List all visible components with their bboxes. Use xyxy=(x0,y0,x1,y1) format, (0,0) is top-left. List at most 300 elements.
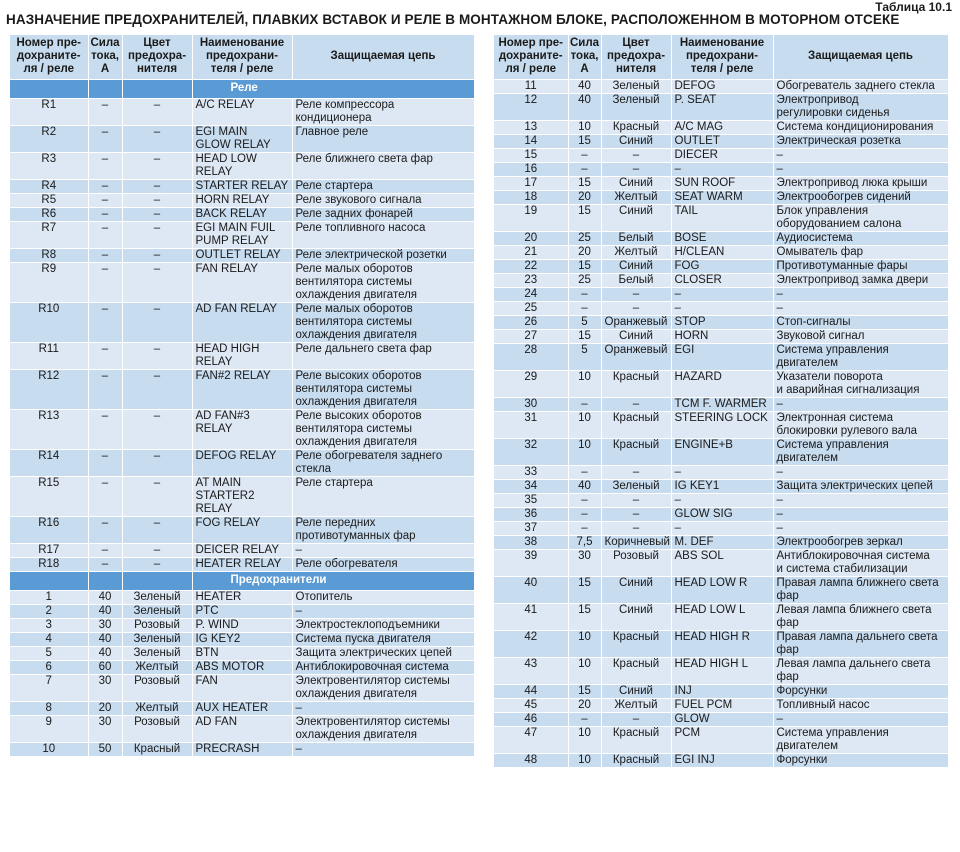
color-cell: Желтый xyxy=(601,245,671,259)
number-cell: 5 xyxy=(10,646,88,660)
table-row xyxy=(494,438,948,465)
table-row xyxy=(10,248,474,262)
current-cell: 30 xyxy=(568,549,601,576)
table-row xyxy=(494,753,948,767)
circuit-cell: – xyxy=(773,287,948,301)
number-cell: 25 xyxy=(494,301,568,315)
current-cell: 15 xyxy=(568,259,601,273)
table-row xyxy=(10,342,474,369)
circuit-cell: Электрообогрев сидений xyxy=(773,190,948,204)
number-cell: 2 xyxy=(10,604,88,618)
name-cell: FAN xyxy=(192,674,292,701)
circuit-cell: Правая лампа дальнего света фар xyxy=(773,630,948,657)
circuit-cell: Система пуска двигателя xyxy=(292,632,474,646)
current-cell: 5 xyxy=(568,315,601,329)
color-cell: – xyxy=(122,409,192,449)
name-cell: BTN xyxy=(192,646,292,660)
table-row xyxy=(494,343,948,370)
name-cell: M. DEF xyxy=(671,535,773,549)
circuit-cell: Реле высоких оборотов вентилятора системы охлаждения двигателя xyxy=(292,409,474,449)
name-cell: P. WIND xyxy=(192,618,292,632)
circuit-cell: Реле обогревателя xyxy=(292,557,474,571)
color-cell: Розовый xyxy=(601,549,671,576)
name-cell: HEAD LOW RELAY xyxy=(192,152,292,179)
circuit-cell: Форсунки xyxy=(773,753,948,767)
name-cell: HEATER RELAY xyxy=(192,557,292,571)
name-cell: BOSE xyxy=(671,231,773,245)
table-row xyxy=(494,712,948,726)
number-cell: 40 xyxy=(494,576,568,603)
number-cell: 20 xyxy=(494,231,568,245)
color-cell: – xyxy=(601,301,671,315)
name-cell: – xyxy=(671,521,773,535)
name-cell: STOP xyxy=(671,315,773,329)
number-cell: 14 xyxy=(494,134,568,148)
current-cell: 40 xyxy=(88,632,122,646)
current-cell: 10 xyxy=(568,726,601,753)
circuit-cell: – xyxy=(773,521,948,535)
number-cell: 48 xyxy=(494,753,568,767)
current-cell: 20 xyxy=(88,701,122,715)
circuit-cell: Электронная система блокировки рулевого вала xyxy=(773,411,948,438)
table-row xyxy=(10,179,474,193)
circuit-cell: Форсунки xyxy=(773,684,948,698)
name-cell: DEFOG xyxy=(671,79,773,93)
color-cell: Красный xyxy=(601,411,671,438)
number-cell: 43 xyxy=(494,657,568,684)
table-row xyxy=(494,549,948,576)
table-row xyxy=(10,660,474,674)
current-cell: 10 xyxy=(568,120,601,134)
name-cell: HEAD LOW L xyxy=(671,603,773,630)
number-cell: R5 xyxy=(10,193,88,207)
circuit-cell: – xyxy=(773,397,948,411)
circuit-cell: – xyxy=(292,604,474,618)
color-cell: – xyxy=(601,493,671,507)
section-header-row xyxy=(10,571,474,590)
circuit-cell: Главное реле xyxy=(292,125,474,152)
number-cell: 17 xyxy=(494,176,568,190)
circuit-cell: – xyxy=(773,148,948,162)
circuit-cell: Система кондиционирования xyxy=(773,120,948,134)
number-cell: 42 xyxy=(494,630,568,657)
name-cell: H/CLEAN xyxy=(671,245,773,259)
name-cell: AUX HEATER xyxy=(192,701,292,715)
color-cell: Желтый xyxy=(122,701,192,715)
table-row xyxy=(494,329,948,343)
name-cell: A/C MAG xyxy=(671,120,773,134)
number-cell: 10 xyxy=(10,742,88,756)
current-cell: 40 xyxy=(568,79,601,93)
table-row xyxy=(494,176,948,190)
number-cell: R2 xyxy=(10,125,88,152)
circuit-cell: Реле задних фонарей xyxy=(292,207,474,221)
name-cell: TCM F. WARMER xyxy=(671,397,773,411)
color-cell: Зеленый xyxy=(122,590,192,604)
current-cell: – xyxy=(568,712,601,726)
table-row xyxy=(494,287,948,301)
number-cell: R15 xyxy=(10,476,88,516)
table-row xyxy=(494,93,948,120)
circuit-cell: Реле стартера xyxy=(292,476,474,516)
name-cell: FUEL PCM xyxy=(671,698,773,712)
color-cell: – xyxy=(601,521,671,535)
circuit-cell: Реле стартера xyxy=(292,179,474,193)
circuit-cell: Реле высоких оборотов вентилятора системы охлаждения двигателя xyxy=(292,369,474,409)
table-row xyxy=(494,630,948,657)
table-row xyxy=(10,449,474,476)
table-row xyxy=(494,190,948,204)
circuit-cell: Указатели поворота и аварийная сигнализация xyxy=(773,370,948,397)
table-row xyxy=(494,465,948,479)
color-cell: Синий xyxy=(601,576,671,603)
current-cell: – xyxy=(88,248,122,262)
current-cell: – xyxy=(88,179,122,193)
circuit-cell: Система управления двигателем xyxy=(773,438,948,465)
current-cell: 20 xyxy=(568,245,601,259)
circuit-cell: Защита электрических цепей xyxy=(773,479,948,493)
color-cell: – xyxy=(122,302,192,342)
number-cell: 32 xyxy=(494,438,568,465)
number-cell: 46 xyxy=(494,712,568,726)
current-cell: – xyxy=(88,125,122,152)
name-cell: HEAD HIGH RELAY xyxy=(192,342,292,369)
current-cell: 40 xyxy=(88,646,122,660)
color-cell: Коричневый xyxy=(601,535,671,549)
current-cell: 60 xyxy=(88,660,122,674)
circuit-cell: – xyxy=(773,301,948,315)
color-cell: Желтый xyxy=(601,698,671,712)
color-cell: Красный xyxy=(601,630,671,657)
current-cell: 25 xyxy=(568,273,601,287)
table-row xyxy=(10,476,474,516)
current-cell: 40 xyxy=(88,604,122,618)
name-cell: OUTLET xyxy=(671,134,773,148)
current-cell: – xyxy=(88,449,122,476)
color-cell: Синий xyxy=(601,684,671,698)
table-row xyxy=(10,590,474,604)
circuit-cell: Система управления двигателем xyxy=(773,726,948,753)
color-cell: – xyxy=(122,476,192,516)
table-row xyxy=(494,301,948,315)
color-cell: Белый xyxy=(601,273,671,287)
color-cell: Оранжевый xyxy=(601,343,671,370)
name-cell: A/C RELAY xyxy=(192,98,292,125)
table-row xyxy=(494,726,948,753)
current-cell: 10 xyxy=(568,370,601,397)
current-cell: – xyxy=(568,287,601,301)
table-row xyxy=(494,204,948,231)
current-cell: 30 xyxy=(88,618,122,632)
number-cell: 34 xyxy=(494,479,568,493)
color-cell: Красный xyxy=(601,657,671,684)
color-cell: Белый xyxy=(601,231,671,245)
circuit-cell: Электропривод регулировки сиденья xyxy=(773,93,948,120)
name-cell: AD FAN xyxy=(192,715,292,742)
fuse-table-right xyxy=(494,35,949,768)
circuit-cell: – xyxy=(773,162,948,176)
circuit-cell: – xyxy=(773,465,948,479)
header-number: Номер пре- дохраните- ля / реле xyxy=(10,35,88,79)
circuit-cell: Антиблокировочная система xyxy=(292,660,474,674)
number-cell: 1 xyxy=(10,590,88,604)
circuit-cell: Стоп-сигналы xyxy=(773,315,948,329)
current-cell: 20 xyxy=(568,698,601,712)
color-cell: Красный xyxy=(601,120,671,134)
section-header-row xyxy=(10,79,474,98)
circuit-cell: Обогреватель заднего стекла xyxy=(773,79,948,93)
circuit-cell: – xyxy=(773,507,948,521)
number-cell: 45 xyxy=(494,698,568,712)
circuit-cell: Защита электрических цепей xyxy=(292,646,474,660)
table-row xyxy=(10,674,474,701)
number-cell: R1 xyxy=(10,98,88,125)
table-row xyxy=(10,221,474,248)
color-cell: – xyxy=(601,507,671,521)
color-cell: Зеленый xyxy=(601,479,671,493)
number-cell: 39 xyxy=(494,549,568,576)
number-cell: 8 xyxy=(10,701,88,715)
number-cell: R16 xyxy=(10,516,88,543)
table-row xyxy=(10,715,474,742)
color-cell: – xyxy=(601,148,671,162)
color-cell: Синий xyxy=(601,134,671,148)
current-cell: 15 xyxy=(568,329,601,343)
current-cell: – xyxy=(568,301,601,315)
circuit-cell: Электровентилятор системы охлаждения двигателя xyxy=(292,715,474,742)
current-cell: 10 xyxy=(568,630,601,657)
name-cell: DIECER xyxy=(671,148,773,162)
table-row xyxy=(494,79,948,93)
circuit-cell: Электрообогрев зеркал xyxy=(773,535,948,549)
table-row xyxy=(494,493,948,507)
color-cell: Синий xyxy=(601,603,671,630)
color-cell: Синий xyxy=(601,259,671,273)
current-cell: 40 xyxy=(568,479,601,493)
color-cell: – xyxy=(601,465,671,479)
number-cell: R9 xyxy=(10,262,88,302)
table-row xyxy=(494,603,948,630)
circuit-cell: – xyxy=(773,712,948,726)
name-cell: TAIL xyxy=(671,204,773,231)
circuit-cell: Реле малых оборотов вентилятора системы охлаждения двигателя xyxy=(292,262,474,302)
circuit-cell: Реле дальнего света фар xyxy=(292,342,474,369)
section-title: Реле xyxy=(192,79,474,98)
table-row xyxy=(494,411,948,438)
color-cell: – xyxy=(122,125,192,152)
name-cell: PCM xyxy=(671,726,773,753)
current-cell: 15 xyxy=(568,576,601,603)
circuit-cell: Электропривод замка двери xyxy=(773,273,948,287)
color-cell: Синий xyxy=(601,204,671,231)
circuit-cell: Реле топливного насоса xyxy=(292,221,474,248)
section-title: Предохранители xyxy=(192,571,474,590)
current-cell: – xyxy=(88,152,122,179)
current-cell: 10 xyxy=(568,657,601,684)
number-cell: 44 xyxy=(494,684,568,698)
current-cell: 40 xyxy=(88,590,122,604)
name-cell: HEAD HIGH L xyxy=(671,657,773,684)
table-row xyxy=(10,125,474,152)
circuit-cell: Отопитель xyxy=(292,590,474,604)
table-row xyxy=(494,259,948,273)
color-cell: Зеленый xyxy=(122,604,192,618)
current-cell: – xyxy=(568,148,601,162)
table-row xyxy=(10,646,474,660)
color-cell: Красный xyxy=(601,438,671,465)
current-cell: – xyxy=(88,221,122,248)
table-row xyxy=(494,521,948,535)
name-cell: – xyxy=(671,493,773,507)
circuit-cell: Правая лампа ближнего света фар xyxy=(773,576,948,603)
number-cell: 4 xyxy=(10,632,88,646)
name-cell: HEAD LOW R xyxy=(671,576,773,603)
name-cell: AT MAIN STARTER2 RELAY xyxy=(192,476,292,516)
header-current: Сила тока, А xyxy=(568,35,601,79)
color-cell: – xyxy=(122,262,192,302)
table-row xyxy=(10,618,474,632)
name-cell: STEERING LOCK xyxy=(671,411,773,438)
table-row xyxy=(10,632,474,646)
color-cell: Зеленый xyxy=(601,79,671,93)
color-cell: Красный xyxy=(122,742,192,756)
table-row xyxy=(494,134,948,148)
color-cell: – xyxy=(122,98,192,125)
current-cell: – xyxy=(88,557,122,571)
color-cell: – xyxy=(122,543,192,557)
color-cell: Оранжевый xyxy=(601,315,671,329)
table-row xyxy=(494,698,948,712)
header-circuit: Защищаемая цепь xyxy=(773,35,948,79)
name-cell: EGI MAIN FUIL PUMP RELAY xyxy=(192,221,292,248)
number-cell: 13 xyxy=(494,120,568,134)
current-cell: 25 xyxy=(568,231,601,245)
color-cell: – xyxy=(601,712,671,726)
number-cell: 27 xyxy=(494,329,568,343)
header-name: Наименование предохрани- теля / реле xyxy=(192,35,292,79)
name-cell: INJ xyxy=(671,684,773,698)
current-cell: – xyxy=(88,342,122,369)
color-cell: – xyxy=(601,287,671,301)
name-cell: CLOSER xyxy=(671,273,773,287)
color-cell: – xyxy=(122,248,192,262)
circuit-cell: Блок управления оборудованием салона xyxy=(773,204,948,231)
color-cell: – xyxy=(122,207,192,221)
number-cell: R4 xyxy=(10,179,88,193)
number-cell: R8 xyxy=(10,248,88,262)
name-cell: BACK RELAY xyxy=(192,207,292,221)
table-row xyxy=(10,193,474,207)
color-cell: – xyxy=(122,449,192,476)
current-cell: 40 xyxy=(568,93,601,120)
name-cell: DEICER RELAY xyxy=(192,543,292,557)
current-cell: 10 xyxy=(568,753,601,767)
table-row xyxy=(494,684,948,698)
header-color: Цвет предохра- нителя xyxy=(122,35,192,79)
name-cell: SEAT WARM xyxy=(671,190,773,204)
header-name: Наименование предохрани- теля / реле xyxy=(671,35,773,79)
name-cell: – xyxy=(671,301,773,315)
current-cell: – xyxy=(88,543,122,557)
number-cell: 41 xyxy=(494,603,568,630)
circuit-cell: Левая лампа дальнего света фар xyxy=(773,657,948,684)
name-cell: PRECRASH xyxy=(192,742,292,756)
circuit-cell: Противотуманные фары xyxy=(773,259,948,273)
current-cell: – xyxy=(88,207,122,221)
table-row xyxy=(10,701,474,715)
color-cell: – xyxy=(601,397,671,411)
number-cell: 19 xyxy=(494,204,568,231)
header-row xyxy=(10,35,474,79)
current-cell: 15 xyxy=(568,204,601,231)
number-cell: 30 xyxy=(494,397,568,411)
current-cell: 7,5 xyxy=(568,535,601,549)
name-cell: HEAD HIGH R xyxy=(671,630,773,657)
name-cell: IG KEY1 xyxy=(671,479,773,493)
color-cell: Зеленый xyxy=(601,93,671,120)
color-cell: Розовый xyxy=(122,674,192,701)
color-cell: Красный xyxy=(601,753,671,767)
name-cell: IG KEY2 xyxy=(192,632,292,646)
name-cell: ABS SOL xyxy=(671,549,773,576)
number-cell: R14 xyxy=(10,449,88,476)
table-row xyxy=(494,231,948,245)
current-cell: – xyxy=(88,262,122,302)
color-cell: – xyxy=(122,557,192,571)
table-row xyxy=(494,507,948,521)
table-row xyxy=(10,98,474,125)
current-cell: 30 xyxy=(88,715,122,742)
current-cell: 15 xyxy=(568,176,601,190)
number-cell: 28 xyxy=(494,343,568,370)
number-cell: 26 xyxy=(494,315,568,329)
circuit-cell: Звуковой сигнал xyxy=(773,329,948,343)
current-cell: – xyxy=(88,409,122,449)
circuit-cell: Электровентилятор системы охлаждения двигателя xyxy=(292,674,474,701)
number-cell: 47 xyxy=(494,726,568,753)
table-row xyxy=(10,543,474,557)
name-cell: STARTER RELAY xyxy=(192,179,292,193)
name-cell: – xyxy=(671,465,773,479)
current-cell: – xyxy=(88,516,122,543)
color-cell: – xyxy=(122,369,192,409)
circuit-cell: Реле электрической розетки xyxy=(292,248,474,262)
table-row xyxy=(494,397,948,411)
name-cell: FAN#2 RELAY xyxy=(192,369,292,409)
table-row xyxy=(494,370,948,397)
current-cell: – xyxy=(568,397,601,411)
table-row xyxy=(10,557,474,571)
color-cell: – xyxy=(122,152,192,179)
number-cell: 9 xyxy=(10,715,88,742)
color-cell: Красный xyxy=(601,370,671,397)
header-row xyxy=(494,35,948,79)
circuit-cell: Топливный насос xyxy=(773,698,948,712)
name-cell: FAN RELAY xyxy=(192,262,292,302)
table-row xyxy=(10,516,474,543)
current-cell: – xyxy=(88,98,122,125)
number-cell: 11 xyxy=(494,79,568,93)
circuit-cell: – xyxy=(773,493,948,507)
circuit-cell: Электрическая розетка xyxy=(773,134,948,148)
circuit-cell: Реле звукового сигнала xyxy=(292,193,474,207)
circuit-cell: Реле малых оборотов вентилятора системы охлаждения двигателя xyxy=(292,302,474,342)
color-cell: Желтый xyxy=(122,660,192,674)
number-cell: 23 xyxy=(494,273,568,287)
circuit-cell: Левая лампа ближнего света фар xyxy=(773,603,948,630)
current-cell: – xyxy=(568,465,601,479)
name-cell: HEATER xyxy=(192,590,292,604)
